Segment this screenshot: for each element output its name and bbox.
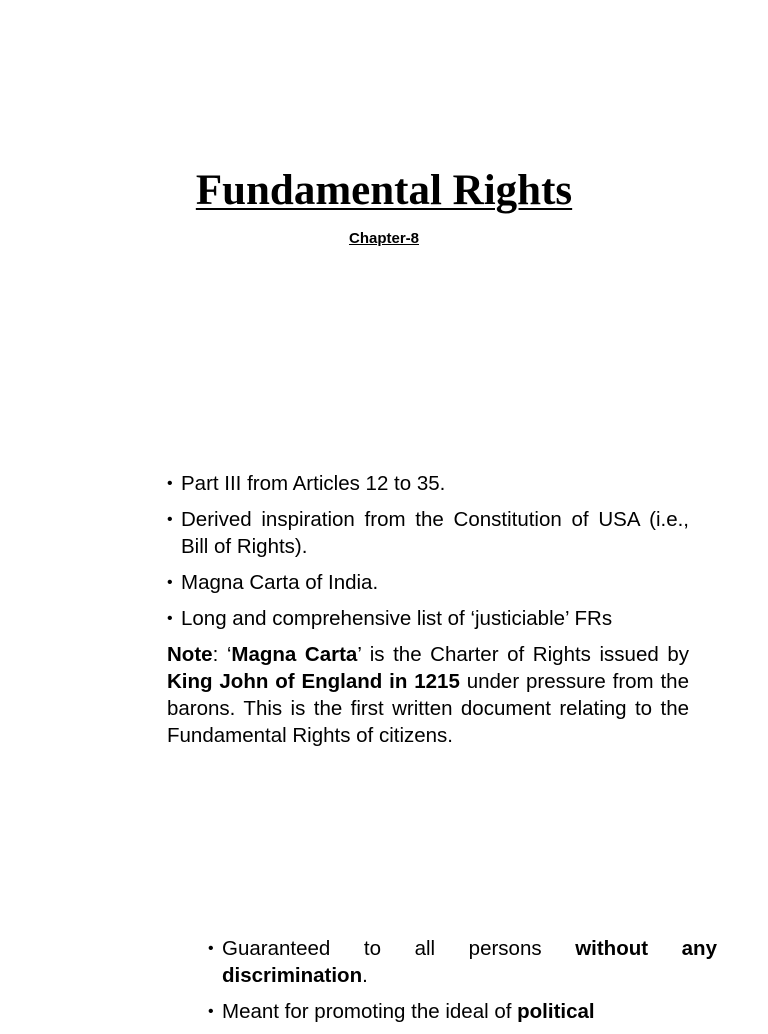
bullet-icon: • bbox=[167, 475, 173, 492]
note-label: Note bbox=[167, 643, 213, 666]
list-item: • Derived inspiration from the Constitution of USA (i.e., Bill of Rights). bbox=[167, 508, 689, 558]
bullet-list-2 bbox=[208, 935, 717, 1025]
note-term: Magna Carta bbox=[231, 643, 358, 666]
bullet-icon: • bbox=[208, 940, 214, 957]
note-king: King John of England in 1215 bbox=[167, 670, 460, 693]
bullet-icon: • bbox=[167, 511, 173, 528]
note-paragraph: Note: ‘Magna Carta’ is the Charter of Rights issued by King John of England in 1215 under pressure from the barons. This is the first written document relating to the Fundamental Rights of citizens. bbox=[167, 643, 689, 747]
bullet-icon: • bbox=[208, 1003, 214, 1020]
slide-content-2 bbox=[208, 935, 717, 1034]
list-item: • Magna Carta of India. bbox=[167, 571, 379, 594]
slide-content-1 bbox=[167, 470, 689, 749]
list-item: • Part III from Articles 12 to 35. bbox=[167, 472, 446, 495]
list-item: • Meant for promoting the ideal of political bbox=[208, 1000, 595, 1023]
bullet-icon: • bbox=[167, 610, 173, 627]
bullet-icon: • bbox=[167, 574, 173, 591]
list-item: • Guaranteed to all persons without any discrimination. bbox=[208, 937, 717, 987]
list-item: • Long and comprehensive list of ‘justiciable’ FRs bbox=[167, 607, 613, 630]
page-title: Fundamental Rights bbox=[195, 167, 573, 214]
bullet-list-1 bbox=[167, 470, 689, 632]
chapter-subtitle: Chapter-8 bbox=[348, 230, 419, 247]
